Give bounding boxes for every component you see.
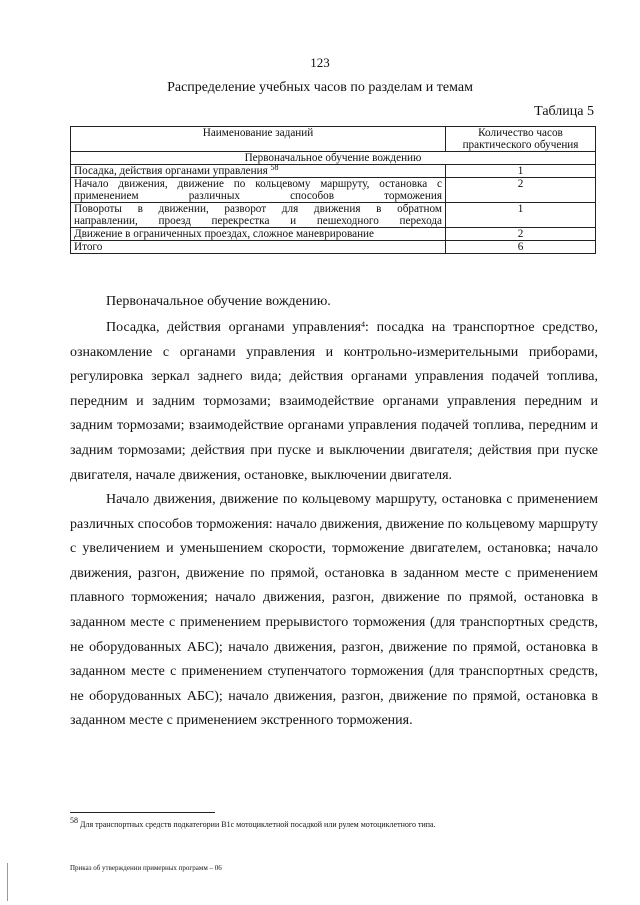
paragraph-start-driving: Начало движения, движение по кольцевому маршруту, остановка с применением различных способов торможения: начало движения, движение по кольцевому маршруту с увеличением и уменьшением скорости, торможение двигателем, остановка; начало движения, разгон, движение по прямой, остановка в заданном месте с применением плавного торможения; начало движения, разгон, движение по прямой, остановка в заданном месте с применением прерывистого торможения (для транспортных средств, не оборудованных АБС); начало движения, разгон, движение по прямой, остановка в заданном месте с применением ступенчатого торможения (для транспортных средств, не оборудованных АБС); начало движения, разгон, движение по прямой, остановка в заданном месте с применением экстренного торможения. (70, 492, 598, 729)
task-name-cell (71, 178, 446, 203)
task-name-cell (71, 165, 446, 178)
table-label: Таблица 5 (534, 104, 594, 119)
page-title: Распределение учебных часов по разделам и темам (167, 80, 473, 95)
page-number: 123 (310, 55, 330, 70)
section-cell: Первоначальное обучение вождению (71, 152, 596, 165)
paragraph-text: : посадка на транспортное средство, ознакомление с органами управления и контрольно-измерительными приборами, регулировка зеркал заднего вида; действия органами управления подачей топлива, передним и задним тормозами; взаимодействие органами управления передним и задним тормозами; взаимодействие органами управления подачей топлива, передним и задним тормозами; действия при пуске и выключении двигателя; действия при пуске двигателя, начале движения, остановке, выключении двигателя. (70, 320, 599, 483)
paragraph-lead: Посадка, действия органами управления (106, 320, 362, 335)
hours-cell: 1 (446, 165, 596, 178)
task-name-line1: Начало движения, движение по кольцевому маршруту, остановка с (74, 178, 442, 190)
hours-cell: 2 (446, 228, 596, 241)
table-row (71, 178, 596, 203)
hours-table (70, 126, 596, 254)
header-hours-cell (446, 127, 596, 152)
footnote-number: 58 (70, 816, 78, 825)
scan-margin-mark (7, 863, 8, 901)
header-name: Наименование заданий (202, 127, 314, 139)
table-row (71, 228, 596, 241)
table-row (71, 165, 596, 178)
header-name-cell (71, 127, 446, 152)
hours-cell: 1 (446, 203, 596, 228)
footnote-ref: 58 (270, 163, 279, 172)
paragraph-seating (70, 316, 598, 488)
footnote-ref: 4 (361, 320, 366, 329)
task-name-cell: Движение в ограниченных проездах, сложное маневрирование (71, 228, 446, 241)
document-footer: Приказ об утверждении примерных программ – 06 (70, 864, 222, 872)
footnote-divider (70, 812, 215, 813)
header-hours-line2: практического обучения (462, 139, 579, 151)
total-hours-cell: 6 (446, 241, 596, 254)
task-name-line1: Повороты в движении, разворот для движения в обратном (74, 203, 442, 215)
task-name-cell (71, 203, 446, 228)
footnote (70, 816, 436, 829)
table-total-row (71, 241, 596, 254)
footnote-text: Для транспортных средств подкатегории В1с мотоциклетной посадкой или рулем мотоциклетного типа. (80, 820, 436, 829)
header-hours-line1: Количество часов (478, 127, 563, 139)
table-section-row (71, 152, 596, 165)
table-header-row (71, 127, 596, 152)
paragraph-section-heading: Первоначальное обучение вождению. (106, 294, 331, 309)
task-name-line2: направлении, проезд перекрестка и пешеходного перехода (74, 215, 442, 227)
task-name-line2: применением различных способов торможения (74, 190, 442, 202)
task-name: Посадка, действия органами управления (74, 165, 268, 177)
table-row (71, 203, 596, 228)
total-label-cell: Итого (71, 241, 446, 254)
hours-cell: 2 (446, 178, 596, 203)
